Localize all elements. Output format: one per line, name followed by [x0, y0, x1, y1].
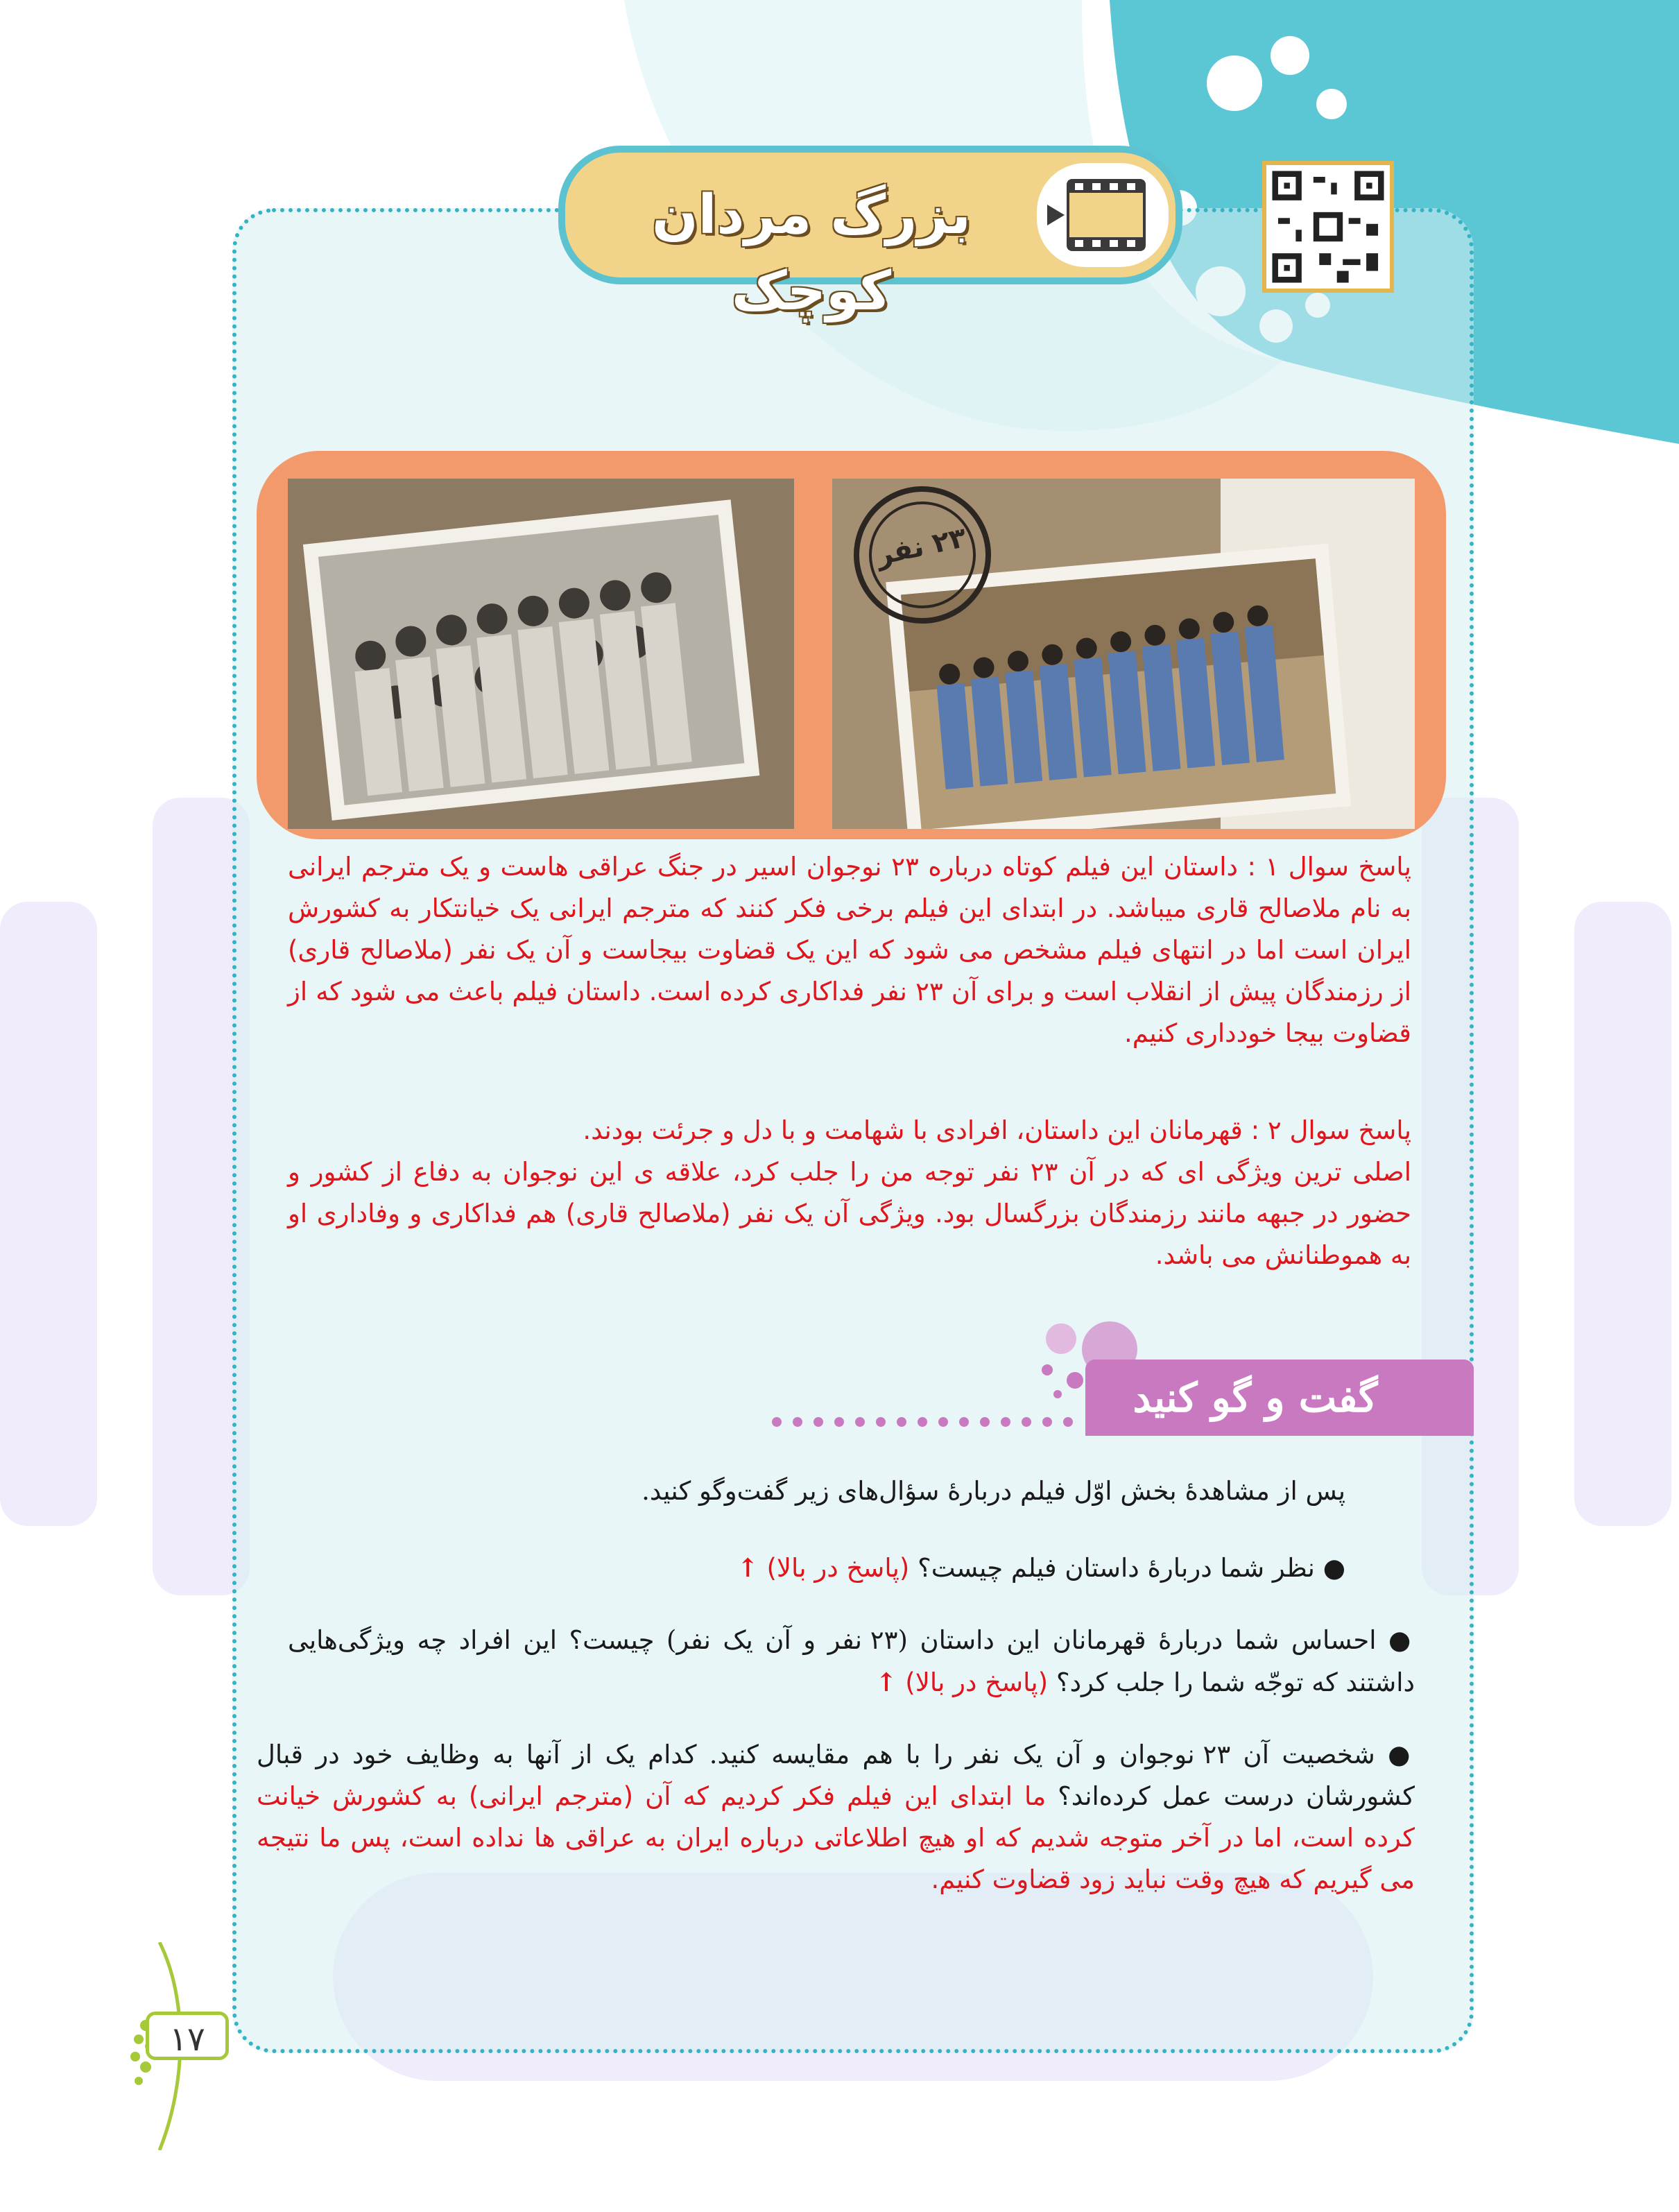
question-2 — [288, 1620, 1415, 1704]
stamp-label: ۲۳ نفر — [873, 521, 970, 572]
watermark-shape — [0, 902, 97, 1526]
arrow-up-icon: ↑ — [875, 1667, 897, 1697]
arrow-up-icon: ↑ — [737, 1552, 759, 1583]
page-title: بزرگ مردان کوچک — [652, 184, 971, 323]
watermark-shape — [1574, 902, 1671, 1526]
discussion-heading: گفت و گو کنید — [1133, 1374, 1378, 1421]
question-3-text: شخصیت آن ۲۳ نوجوان و آن یک نفر را با هم مقایسه کنید. کدام یک از آنها به وظایف خود در قبال کشورشان درست عمل کرده‌اند؟ — [257, 1740, 1415, 1811]
dotted-line — [770, 1415, 1089, 1429]
question-2-text: احساس شما دربارهٔ قهرمانان این داستان (۲۳ نفر و آن یک نفر) چیست؟ این افراد چه ویژگی‌هایی داشتند که توجّه شما را جلب کرد؟ — [288, 1625, 1415, 1697]
film-strip-icon — [1037, 163, 1169, 267]
answer-1-text: پاسخ سوال ۱ : داستان این فیلم کوتاه درباره ۲۳ نوجوان اسیر در جنگ عراقی هاست و یک مترجم ایرانی به نام ملاصالح قاری میباشد. در ابتدای این فیلم برخی فکر کنند که مترجم ایرانی یک خیانتکار به کشورش ایران است اما در انتهای فیلم مشخص می شود که این یک قضاوت بیجاست و آن یک نفر (ملاصالح قاری) از رزمندگان پیش از انقلاب است و برای آن ۲۳ نفر فداکاری کرده است. داستان فیلم باعث می شود که از قضاوت بیجا خودداری کنیم. — [288, 852, 1411, 1048]
discussion-intro: پس از مشاهدهٔ بخش اوّل فیلم دربارهٔ سؤال‌های زیر گفت‌وگو کنید. — [642, 1476, 1345, 1506]
question-1-text: نظر شما دربارهٔ داستان فیلم چیست؟ — [918, 1553, 1315, 1583]
question-3 — [257, 1734, 1415, 1901]
question-2-answer: (پاسخ در بالا) — [905, 1667, 1049, 1697]
question-1 — [485, 1547, 1345, 1589]
bullet: ● — [1323, 1553, 1345, 1583]
answer-2-line-1: پاسخ سوال ۲ : قهرمانان این داستان، افرادی با شهامت و با دل و جرئت بودند. — [583, 1115, 1411, 1145]
qr-code[interactable] — [1262, 161, 1394, 293]
page-number: ۱۷ — [146, 2012, 229, 2060]
bullet: ● — [1388, 1625, 1415, 1655]
bullet: ● — [1388, 1740, 1415, 1769]
archive-photo-teenagers — [288, 479, 794, 829]
question-3-answer: ما ابتدای این فیلم فکر کردیم که آن (مترجم ایرانی) به کشورش خیانت کرده است، اما در آخر متوجه شدیم که او هیچ اطلاعاتی درباره ایران به عراقی ها نداده است، پس ما نتیجه می گیریم که هیچ وقت نباید زود قضاوت کنیم. — [257, 1781, 1415, 1894]
question-1-answer: (پاسخ در بالا) — [766, 1553, 910, 1583]
answer-2-line-2: اصلی ترین ویژگی ای که در آن ۲۳ نفر توجه من را جلب کرد، علاقه ی این نوجوان به دفاع از کشور و حضور در جبهه مانند رزمندگان بزرگسال بود. ویژگی آن یک نفر (ملاصالح قاری) هم فداکاری و وفاداری او به هموطنانش می باشد. — [288, 1157, 1411, 1270]
